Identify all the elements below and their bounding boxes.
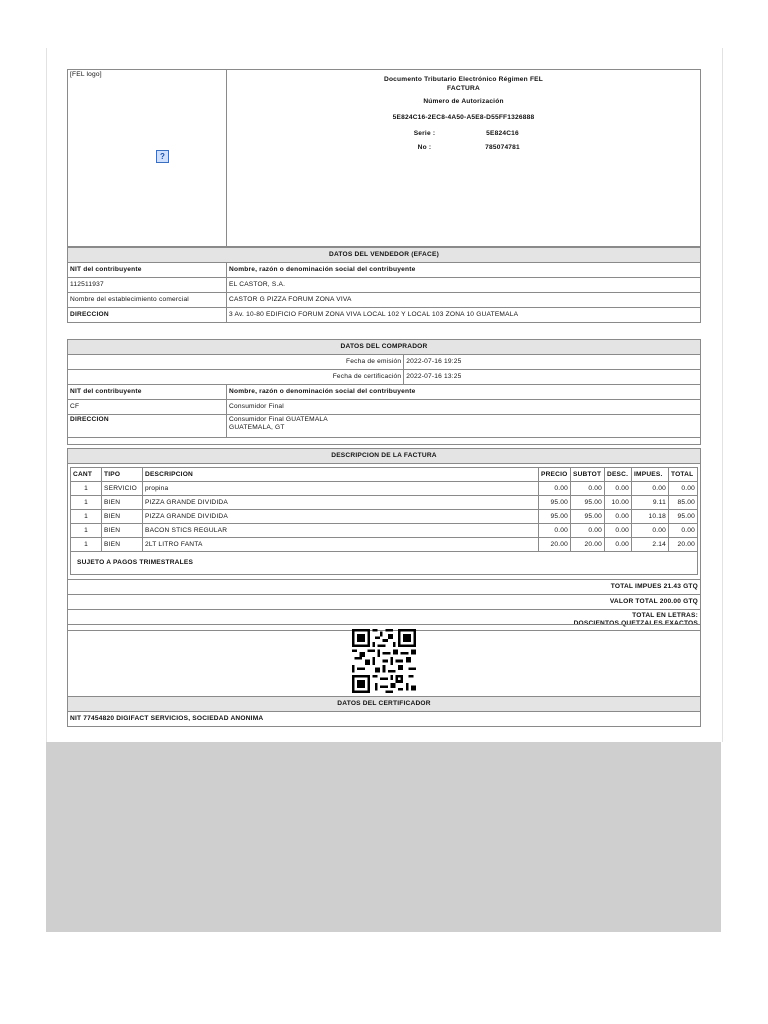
item-discount: 0.00 bbox=[605, 524, 632, 538]
item-subtot: 0.00 bbox=[571, 482, 605, 496]
total-value: VALOR TOTAL 200.00 GTQ bbox=[68, 595, 701, 610]
total-letters-value: DOSCIENTOS QUETZALES EXACTOS bbox=[573, 620, 698, 627]
item-impues: 10.18 bbox=[632, 510, 669, 524]
buyer-name-label: Nombre, razón o denominación social del contribuyente bbox=[227, 385, 701, 400]
table-row bbox=[71, 496, 698, 510]
authorization-number: 5E824C16-2EC8-4A50-A5E8-D55FF1326888 bbox=[392, 114, 535, 121]
table-row bbox=[71, 482, 698, 496]
item-precio: 0.00 bbox=[539, 524, 571, 538]
col-header-desc: DESC. bbox=[605, 468, 632, 482]
item-desc: PIZZA GRANDE DIVIDIDA bbox=[143, 510, 539, 524]
establishment-value: CASTOR G PIZZA FORUM ZONA VIVA bbox=[227, 293, 701, 308]
seller-name-value: EL CASTOR, S.A. bbox=[227, 278, 701, 293]
logo-alt-text: [FEL logo] bbox=[70, 71, 102, 78]
document-title-block bbox=[227, 70, 701, 247]
item-total: 85.00 bbox=[669, 496, 698, 510]
col-header-descripcion: DESCRIPCION bbox=[143, 468, 539, 482]
item-tipo: BIEN bbox=[102, 496, 143, 510]
invoice-description-block bbox=[67, 448, 701, 631]
item-subtot: 20.00 bbox=[571, 538, 605, 552]
seller-name-label: Nombre, razón o denominación social del contribuyente bbox=[227, 263, 701, 278]
item-cant: 1 bbox=[71, 510, 102, 524]
page-gap-background bbox=[46, 742, 721, 932]
buyer-section-title: DATOS DEL COMPRADOR bbox=[68, 340, 701, 355]
item-total: 0.00 bbox=[669, 524, 698, 538]
col-header-cant: CANT bbox=[71, 468, 102, 482]
item-tipo: BIEN bbox=[102, 538, 143, 552]
table-row bbox=[71, 510, 698, 524]
item-cant: 1 bbox=[71, 496, 102, 510]
total-letters-label: TOTAL EN LETRAS: bbox=[632, 612, 698, 619]
certifier-section-title: DATOS DEL CERTIFICADOR bbox=[68, 697, 701, 712]
item-precio: 95.00 bbox=[539, 496, 571, 510]
table-row bbox=[71, 524, 698, 538]
seller-nit-label: NIT del contribuyente bbox=[68, 263, 227, 278]
item-precio: 0.00 bbox=[539, 482, 571, 496]
item-discount: 10.00 bbox=[605, 496, 632, 510]
buyer-nit-label: NIT del contribuyente bbox=[68, 385, 227, 400]
invoice-header-block bbox=[67, 69, 701, 323]
buyer-name-value: Consumidor Final bbox=[227, 400, 701, 415]
buyer-spacer-row bbox=[68, 438, 701, 445]
qr-code-icon bbox=[350, 629, 418, 693]
certifier-block bbox=[67, 624, 701, 727]
item-desc: propina bbox=[143, 482, 539, 496]
item-tipo: BIEN bbox=[102, 510, 143, 524]
emission-date-label: Fecha de emisión bbox=[68, 355, 404, 370]
item-desc: PIZZA GRANDE DIVIDIDA bbox=[143, 496, 539, 510]
invoice-note: SUJETO A PAGOS TRIMESTRALES bbox=[71, 552, 698, 575]
authorization-label: Número de Autorización bbox=[423, 98, 504, 105]
number-value: 785074781 bbox=[485, 144, 520, 151]
item-cant: 1 bbox=[71, 482, 102, 496]
item-impues: 2.14 bbox=[632, 538, 669, 552]
item-impues: 0.00 bbox=[632, 524, 669, 538]
item-total: 95.00 bbox=[669, 510, 698, 524]
seller-section-title: DATOS DEL VENDEDOR (EFACE) bbox=[68, 248, 701, 263]
broken-image-icon: ? bbox=[156, 150, 169, 163]
document-title: Documento Tributario Electrónico Régimen FEL bbox=[383, 76, 543, 83]
item-desc: 2LT LITRO FANTA bbox=[143, 538, 539, 552]
col-header-subtot: SUBTOT bbox=[571, 468, 605, 482]
document-type: FACTURA bbox=[447, 85, 480, 92]
seller-nit-value: 112511937 bbox=[68, 278, 227, 293]
number-label: No : bbox=[417, 144, 432, 151]
item-total: 0.00 bbox=[669, 482, 698, 496]
buyer-address-line1: Consumidor Final GUATEMALA bbox=[229, 416, 328, 423]
item-tipo: SERVICIO bbox=[102, 482, 143, 496]
items-container bbox=[68, 464, 701, 580]
certification-date-label: Fecha de certificación bbox=[68, 370, 404, 385]
serie-label: Serie : bbox=[413, 130, 436, 137]
certifier-value: NIT 77454820 DIGIFACT SERVICIOS, SOCIEDAD ANONIMA bbox=[68, 712, 701, 727]
seller-address-label: DIRECCION bbox=[68, 308, 227, 323]
col-header-tipo: TIPO bbox=[102, 468, 143, 482]
total-tax: TOTAL IMPUES 21.43 GTQ bbox=[68, 580, 701, 595]
table-row bbox=[71, 538, 698, 552]
col-header-precio: PRECIO bbox=[539, 468, 571, 482]
item-subtot: 0.00 bbox=[571, 524, 605, 538]
item-subtot: 95.00 bbox=[571, 510, 605, 524]
qr-cell bbox=[68, 625, 701, 697]
serie-value: 5E824C16 bbox=[486, 130, 519, 137]
item-tipo: BIEN bbox=[102, 524, 143, 538]
description-section-title: DESCRIPCION DE LA FACTURA bbox=[68, 449, 701, 464]
note-row bbox=[71, 552, 698, 575]
item-cant: 1 bbox=[71, 538, 102, 552]
item-discount: 0.00 bbox=[605, 510, 632, 524]
item-precio: 20.00 bbox=[539, 538, 571, 552]
buyer-address-value bbox=[227, 415, 701, 438]
establishment-label: Nombre del establecimiento comercial bbox=[68, 293, 227, 308]
buyer-address-label: DIRECCION bbox=[68, 415, 227, 438]
buyer-address-line2: GUATEMALA, GT bbox=[229, 424, 285, 431]
item-discount: 0.00 bbox=[605, 482, 632, 496]
item-total: 20.00 bbox=[669, 538, 698, 552]
emission-date-value: 2022-07-16 19:25 bbox=[404, 355, 701, 370]
buyer-nit-value: CF bbox=[68, 400, 227, 415]
seller-address-value: 3 Av. 10-80 EDIFICIO FORUM ZONA VIVA LOCAL 102 Y LOCAL 103 ZONA 10 GUATEMALA bbox=[227, 308, 701, 323]
items-table bbox=[70, 467, 698, 575]
item-precio: 95.00 bbox=[539, 510, 571, 524]
col-header-total: TOTAL bbox=[669, 468, 698, 482]
items-header-row bbox=[71, 468, 698, 482]
certification-date-value: 2022-07-16 13:25 bbox=[404, 370, 701, 385]
item-discount: 0.00 bbox=[605, 538, 632, 552]
item-subtot: 95.00 bbox=[571, 496, 605, 510]
buyer-block bbox=[67, 339, 701, 445]
item-impues: 0.00 bbox=[632, 482, 669, 496]
item-impues: 9.11 bbox=[632, 496, 669, 510]
item-cant: 1 bbox=[71, 524, 102, 538]
fel-logo-placeholder bbox=[68, 70, 227, 247]
item-desc: BACON STICS REGULAR bbox=[143, 524, 539, 538]
col-header-impues: IMPUES. bbox=[632, 468, 669, 482]
